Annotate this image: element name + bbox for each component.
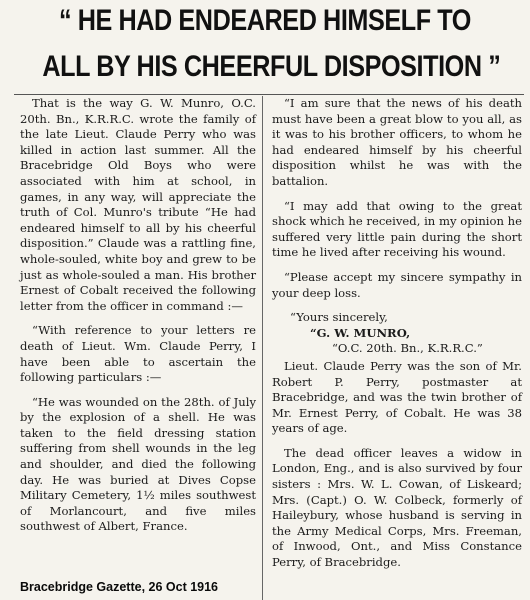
signature-title: “O.C. 20th. Bn., K.R.R.C.” — [332, 341, 483, 356]
signature-closing: “Yours sincerely, — [290, 310, 388, 325]
column-divider — [262, 96, 263, 600]
right-column — [272, 96, 522, 580]
paragraph: “With reference to your letters re death of Lieut. Wm. Claude Perry, I have been able to ascertain the following particulars :— — [20, 323, 256, 385]
paragraph: Lieut. Claude Perry was the son of Mr. Robert P. Perry, postmaster at Bracebridge, and was the twin brother of Mr. Ernest Perry, of Cobalt. He was 38 years of age. — [272, 358, 522, 436]
paragraph: “He was wounded on the 28th. of July by the explosion of a shell. He was taken to the field dressing station suffering from shell wounds in the leg and shoulder, and died the following day. He was buried at Dives Copse Military Cemetery, 1½ miles southwest of Morlancourt, and five miles southwest of Albert, France. — [20, 394, 256, 534]
signature-name: “G. W. MUNRO, — [310, 325, 411, 340]
paragraph: That is the way G. W. Munro, O.C. 20th. Bn., K.R.R.C. wrote the family of the late Lieut. Claude Perry who was killed in action last summer. All the Bracebridge Old Boys who were associated with him at school, in games, in any way, will appreciate the truth of Col. Munro's tribute “He had endeared himself to all by his cheerful disposition.” Claude was a rattling fine, whole-souled, white boy and grew to be just as whole-souled a man. His brother Ernest of Cobalt received the following letter from the officer in command :— — [20, 96, 256, 313]
paragraph: The dead officer leaves a widow in London, Eng., and is also survived by four sisters : Mrs. W. L. Cowan, of Liskeard; Mrs. (Capt.) O. W. Colbeck, formerly of Haileybury, whose husband is serving in the Army Medical Corps, Mrs. Freeman, of Inwood, Ont., and Miss Constance Perry, of Bracebridge. — [272, 445, 522, 570]
headline-line-2: ALL BY HIS CHEERFUL DISPOSITION ” — [42, 50, 501, 83]
headline-rule — [14, 94, 524, 95]
left-column — [20, 96, 256, 544]
paragraph: “Please accept my sincere sympathy in your deep loss. — [272, 269, 522, 300]
paragraph: “I may add that owing to the great shock which he received, in my opinion he suffered very little pain during the short time he lived after receiving his wound. — [272, 198, 522, 260]
headline-line-1: “ HE HAD ENDEARED HIMSELF TO — [58, 4, 471, 37]
paragraph: “I am sure that the news of his death must have been a great blow to you all, as it was to his brother officers, to whom he had endeared himself by his cheerful disposition whilst he was with the battalion. — [272, 96, 522, 188]
source-caption: Bracebridge Gazette, 26 Oct 1916 — [20, 580, 219, 594]
headline — [0, 4, 530, 84]
